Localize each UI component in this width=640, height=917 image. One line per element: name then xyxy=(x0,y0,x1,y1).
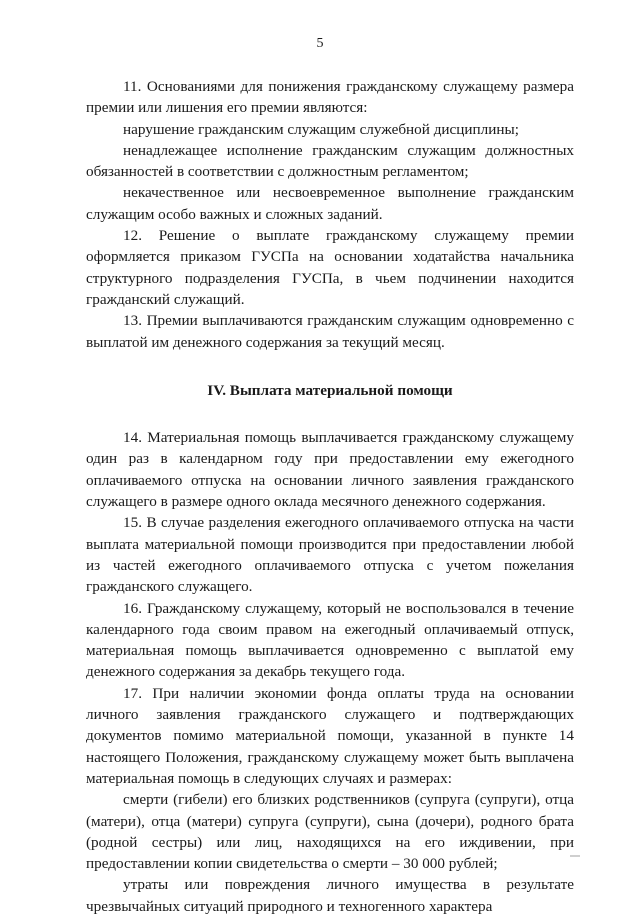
paragraph-11-item-2: ненадлежащее исполнение гражданским служащим должностных обязанностей в соответствии с должностным регламентом; xyxy=(86,141,574,181)
paragraph-16: 16. Гражданскому служащему, который не воспользовался в течение календарного года своим правом на ежегодный оплачиваемый отпуск, материальная помощь выплачивается одновременно с выплатой ему денежного содержания за декабрь текущего года. xyxy=(86,599,574,681)
paragraph-17-item-death: смерти (гибели) его близких родственников (супруга (супруги), отца (матери), отца (матери) супруга (супруги), сына (дочери), родного брата (родной сестры) или лиц, находящихся на его иждивении, при предоставлении копии свидетельства о смерти – 30 000 рублей; xyxy=(86,791,574,873)
paragraph-15: 15. В случае разделения ежегодного оплачиваемого отпуска на части выплата материальной помощи производится при предоставлении любой из частей ежегодного оплачиваемого отпуска с учетом пожелания гражданского служащего. xyxy=(86,514,574,596)
section-heading: IV. Выплата материальной помощи xyxy=(207,381,453,399)
paragraph-13: 13. Премии выплачиваются гражданским служащим одновременно с выплатой им денежного содержания за текущий месяц. xyxy=(86,312,574,351)
paragraph-11-item-3: некачественное или несвоевременное выполнение гражданским служащим особо важных и сложных заданий. xyxy=(86,184,574,223)
paragraph-17-item-property: утраты или повреждения личного имущества в результате чрезвычайных ситуаций природного и техногенного характера xyxy=(86,876,574,915)
document-body xyxy=(86,76,574,917)
page-number: 5 xyxy=(316,36,324,51)
paragraph-17: 17. При наличии экономии фонда оплаты труда на основании личного заявления гражданского служащего и подтверждающих документов помимо материальной помощи, указанной в пункте 14 настоящего Положения, гражданскому служащему может быть выплачена материальная помощь в следующих случаях и размерах: xyxy=(86,684,574,787)
scan-artifact xyxy=(570,855,580,857)
paragraph-14: 14. Материальная помощь выплачивается гражданскому служащему один раз в календарном году при предоставлении ему ежегодного оплачиваемого отпуска на основании личного заявления гражданского служащего в размере одного оклада месячного денежного содержания. xyxy=(86,429,574,511)
paragraph-12: 12. Решение о выплате гражданскому служащему премии оформляется приказом ГУСПа на основании ходатайства начальника структурного подразделения ГУСПа, в чьем подчинении находится гражданский служащий. xyxy=(86,227,574,308)
paragraph-11: 11. Основаниями для понижения гражданскому служащему размера премии или лишения его премии являются: xyxy=(86,78,574,117)
paragraph-11-item-1: нарушение гражданским служащим служебной дисциплины; xyxy=(123,120,519,138)
